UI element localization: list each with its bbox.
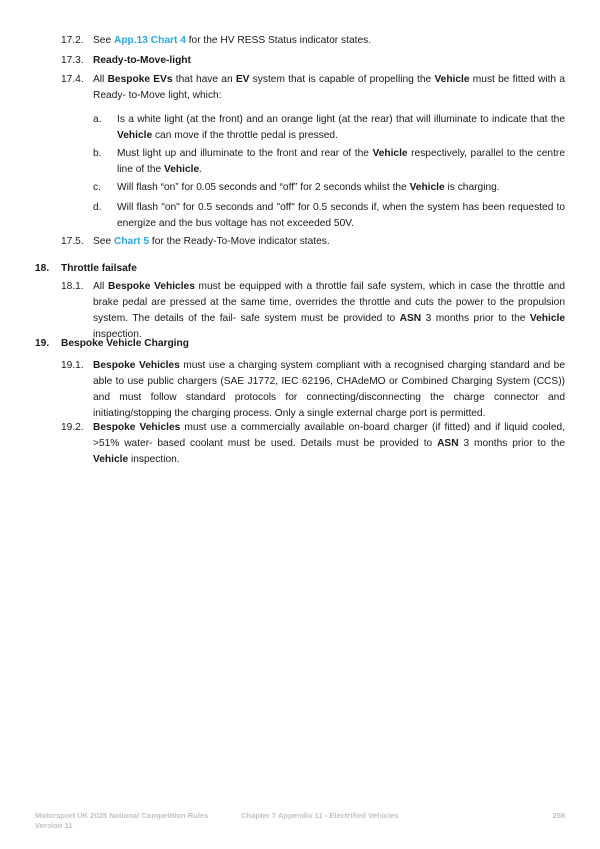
- item-letter: c.: [93, 182, 101, 193]
- item-letter: d.: [93, 202, 102, 213]
- clause-text: See Chart 5 for the Ready-To-Move indicator states.: [93, 236, 330, 247]
- clause-text: Bespoke Vehicles must use a charging system compliant with a recognised charging standard and be able to use public chargers (SAE J1772, IEC 62196, CHAdeMO or Combined Charging System (CCS)) and must follow standard protocols for connecting/disconnecting the charge connector and initiating/stopping the charging process. Only a single external charge port is permitted.: [93, 360, 565, 419]
- section-title: Throttle failsafe: [61, 263, 137, 274]
- section-number: 19.: [35, 338, 50, 349]
- item-letter: b.: [93, 148, 102, 159]
- clause-number: 19.1.: [61, 360, 84, 371]
- clause-number: 19.2.: [61, 422, 84, 433]
- clause-text: Bespoke Vehicles must use a commercially available on-board charger (if fitted) and if liquid cooled, >51% water- based coolant must be used. Details must be provided to ASN 3 months prior to the Vehicle inspection.: [93, 422, 566, 465]
- clause-number: 17.2.: [61, 35, 84, 46]
- section-title: Bespoke Vehicle Charging: [61, 338, 189, 349]
- footer-chapter: Chapter 7 Appendix 11 - Electrified Vehicles: [241, 811, 399, 820]
- clause-text: All Bespoke EVs that have an EV system that is capable of propelling the Vehicle must be fitted with a Ready- to-Move light, which:: [93, 74, 565, 101]
- chart-5-link[interactable]: Chart 5: [113, 236, 150, 247]
- item-text: Is a white light (at the front) and an orange light (at the rear) that will illuminate to indicate that the Vehicle can move if the throttle pedal is pressed.: [117, 114, 565, 141]
- item-text: Must light up and illuminate to the front and rear of the Vehicle respectively, parallel to the centre line of the Vehicle.: [117, 148, 565, 175]
- section-number: 18.: [35, 263, 50, 274]
- footer-version: Version 11: [35, 821, 73, 830]
- item-text: Will flash "on" for 0.5 seconds and "off" for 0.5 seconds if, when the system has been requested to energize and the bus voltage has not exceeded 50V.: [117, 202, 565, 229]
- clause-number: 18.1.: [61, 281, 84, 292]
- item-letter: a.: [93, 114, 102, 125]
- subheading: Ready-to-Move-light: [93, 55, 191, 66]
- page-number: 258: [552, 811, 565, 820]
- clause-number: 17.3.: [61, 55, 84, 66]
- item-text: Will flash “on” for 0.05 seconds and “off” for 2 seconds whilst the Vehicle is charging.: [117, 182, 500, 193]
- chart-4-link[interactable]: App.13 Chart 4: [113, 35, 186, 46]
- clause-number: 17.4.: [61, 74, 84, 85]
- clause-text: All Bespoke Vehicles must be equipped with a throttle fail safe system, which in case the throttle and brake pedal are pressed at the same time, overrides the throttle and cuts the power to the propulsion system. The details of the fail- safe system must be provided to ASN 3 months prior to the Vehicle inspection.: [93, 281, 566, 340]
- clause-text: See App.13 Chart 4 for the HV RESS Status indicator states.: [93, 35, 372, 46]
- footer-left: [35, 811, 208, 831]
- clause-number: 17.5.: [61, 236, 84, 247]
- footer-title: Motorsport UK 2025 National Competition Rules: [35, 811, 209, 820]
